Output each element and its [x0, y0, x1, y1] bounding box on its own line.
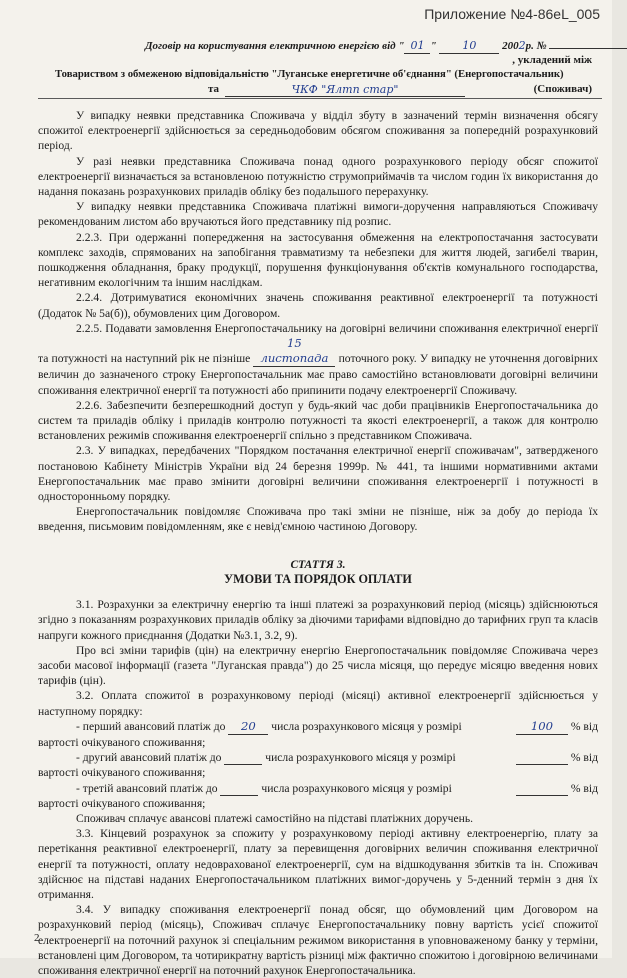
clause-3-4: 3.4. У випадку споживання електроенергії понад обсяг, що обумовлений цим Договором на розрахунковий період (місяць), Споживач сплачує Енергопостачальнику повну вартість усієї спожитої електроенергії на поточний рахунок зі спеціальним режимом використання в уповноваженому банку у терміни, встановлені цим Договором, та чотирикратну вартість різниці між фактично спожитою і договірною величинами споживання електричної енергії на поточний рахунок Енергопостачальника.: [38, 903, 598, 977]
payment-second-day: [224, 750, 262, 765]
paragraph-change-notice: Енергопостачальник повідомляє Споживача про такі зміни не пізніше, ніж за добу до періода їх введення, письмовим повідомленням, яке є невід'ємною частиною Договору.: [38, 505, 598, 534]
clause-3-2: 3.2. Оплата спожитої в розрахунковому періоді (місяці) активної електроенергії здійснюється у наступному порядку:: [38, 689, 598, 718]
paragraph-tariff-changes: Про всі зміни тарифів (цін) на електричну енергію Енергопостачальник повідомляє Споживача через засоби масової інформації (газета "Луганская правда") до 25 числа місяця, що передує місяцю введення нових тарифів (цін).: [38, 643, 598, 688]
payment-first-tail: вартості очікуваного споживання;: [38, 735, 206, 749]
clause-2-2-5: [38, 321, 598, 398]
contract-title: Договір на користування електричною енергією від ": [145, 40, 405, 52]
payment-third-percent: [516, 781, 568, 796]
paragraph-nonappearance: У випадку неявки представника Споживача у відділ збуту в зазначений термін визначення обсягу спожитої електроенергії здійснюється за середньодобовим обсягом споживання за попередній розрахунковий період.: [38, 109, 598, 153]
clause-2-3: 2.3. У випадках, передбачених "Порядком постачання електричної енергії споживачам", затвердженого постановою Кабінету Міністрів України від 24 березня 1999р. № 441, та іншими нормативними актами Енергопостачальник має право змінити договірні величини споживання електроенергії і потужності в односторонньому порядку.: [38, 444, 598, 504]
payment-third-mid: числа розрахункового місяця у розмірі: [261, 781, 452, 795]
payment-second-mid: числа розрахункового місяця у розмірі: [265, 751, 456, 765]
payment-first-percent: 100: [516, 719, 568, 735]
payment-second-label: - другий авансовий платіж до: [76, 751, 222, 765]
date-day: 01: [404, 38, 430, 54]
consumer-role: (Споживач): [533, 83, 592, 95]
payment-third-label: - третій авансовий платіж до: [76, 781, 218, 795]
payment-third: [38, 781, 598, 796]
date-year-handwritten: 2: [518, 39, 526, 52]
payment-second-percent: [516, 750, 568, 765]
article-number: СТАТТЯ 3.: [290, 557, 346, 571]
clause-3-1: 3.1. Розрахунки за електричну енергію та інші платежі за розрахунковий період (місяць) здійснюються згідно з показанням розрахункових приладів обліку за діючими тарифами відповідно до тарифних груп та класів напруги кожного приєднання (Додатки №3.1, 3.2, 9).: [38, 598, 598, 642]
payment-first-pct-suffix: % від: [570, 719, 598, 733]
payment-first-day: 20: [228, 719, 268, 735]
payment-second-tail: вартості очікуваного споживання;: [38, 766, 206, 780]
order-deadline-handwritten: 15 листопада: [253, 336, 335, 367]
page-number: 2: [34, 931, 40, 944]
contract-title-line: Договір на користування електричною енергією від " 01 " 10 2002р. №: [145, 38, 627, 54]
payment-second: [38, 750, 598, 765]
document-body: [38, 108, 598, 978]
paragraph-advance-payments: Споживач сплачує авансові платежі самостійно на підставі платіжних доручень.: [76, 811, 474, 825]
concluded-text: , укладений між: [512, 54, 592, 66]
date-month: 10: [439, 38, 499, 54]
clause-2-2-5-before: 2.2.5. Подавати замовлення Енергопостачальнику на договірні величини споживання електричної енергії та потужності на наступний рік не пізніше: [38, 321, 598, 366]
payment-first-mid: числа розрахункового місяця у розмірі: [271, 719, 462, 733]
clause-2-2-4: 2.2.4. Дотримуватися економічних значень споживання реактивної електроенергії та потужності (Додаток № 5а(б)), обумовлених цим Договором.: [38, 291, 598, 320]
clause-2-2-5-after: поточного року. У випадку не уточнення договірних величин до зазначеного строку Енергопостачальник має право самостійно встановлювати договірні величини споживання електричної енергії та потужності або припинити подачу електроенергії Споживачу.: [38, 352, 598, 397]
supplier-company: Товариством з обмеженою відповідальністю "Луганське енергетичне об'єднання" (Енергопостачальник): [55, 68, 564, 80]
clause-2-2-6: 2.2.6. Забезпечити безперешкодний доступ у будь-який час доби працівників Енергопостачальника до систем та приладів обліку і приладів контролю потужності та якості електроенергії, а також для контролю встановлених режимів споживання електроенергії спільно з представником Споживача.: [38, 398, 598, 443]
contract-number-field: [549, 48, 627, 49]
clause-2-2-3: 2.2.3. При одержанні попередження на застосування обмеження на електропостачання застосувати комплекс заходів, спрямованих на запобігання травматизму та небезпеки для життя людей, загибелі тварин, пошкодження обладнання, браку продукції, порушення функціонування об'єктів комунального господарства, негативним екологічним та іншим наслідкам.: [38, 230, 598, 290]
article-title: УМОВИ ТА ПОРЯДОК ОПЛАТИ: [224, 571, 412, 586]
consumer-name: ЧКФ "Ялтп стар": [225, 82, 465, 97]
clause-3-3: 3.3. Кінцевий розрахунок за спожиту у розрахунковому періоді активну електроенергію, плату за перетікання реактивної електроенергії, плату за перевищення договірних величин споживання електричної енергії та потужності, оплату недоврахованої електроенергії, сум на відшкодування збитків та ін. Споживач здійснює на підставі наданих Енергопостачальником платіжних вимог-доручень у 5-денний термін з дня їх отримання.: [38, 827, 598, 901]
payment-first: [38, 719, 598, 735]
document-annotation: Приложение №4-86eL_005: [424, 6, 600, 22]
payment-second-pct-suffix: % від: [570, 751, 598, 765]
payment-third-pct-suffix: % від: [570, 781, 598, 795]
date-suffix: р. №: [525, 40, 547, 52]
date-year-prefix: 200: [502, 40, 519, 52]
and-word: та: [208, 83, 220, 95]
header-divider: [38, 98, 602, 99]
payment-third-day: [220, 781, 258, 796]
paragraph-payment-demands: У випадку неявки представника Споживача платіжні вимоги-доручення направляються Споживачу рекомендованим листом або вручаються його представнику під розпис.: [38, 200, 598, 229]
payment-first-label: - перший авансовий платіж до: [76, 719, 226, 733]
paragraph-multiple-periods: У разі неявки представника Споживача понад одного розрахункового періоду обсяг спожитої електроенергії визначається за встановленою потужністю струмоприймачів та числом годин їх використання до надання показань розрахункових приладів обліку без подальшого перерахунку.: [38, 154, 598, 199]
payment-third-tail: вартості очікуваного споживання;: [38, 796, 206, 810]
